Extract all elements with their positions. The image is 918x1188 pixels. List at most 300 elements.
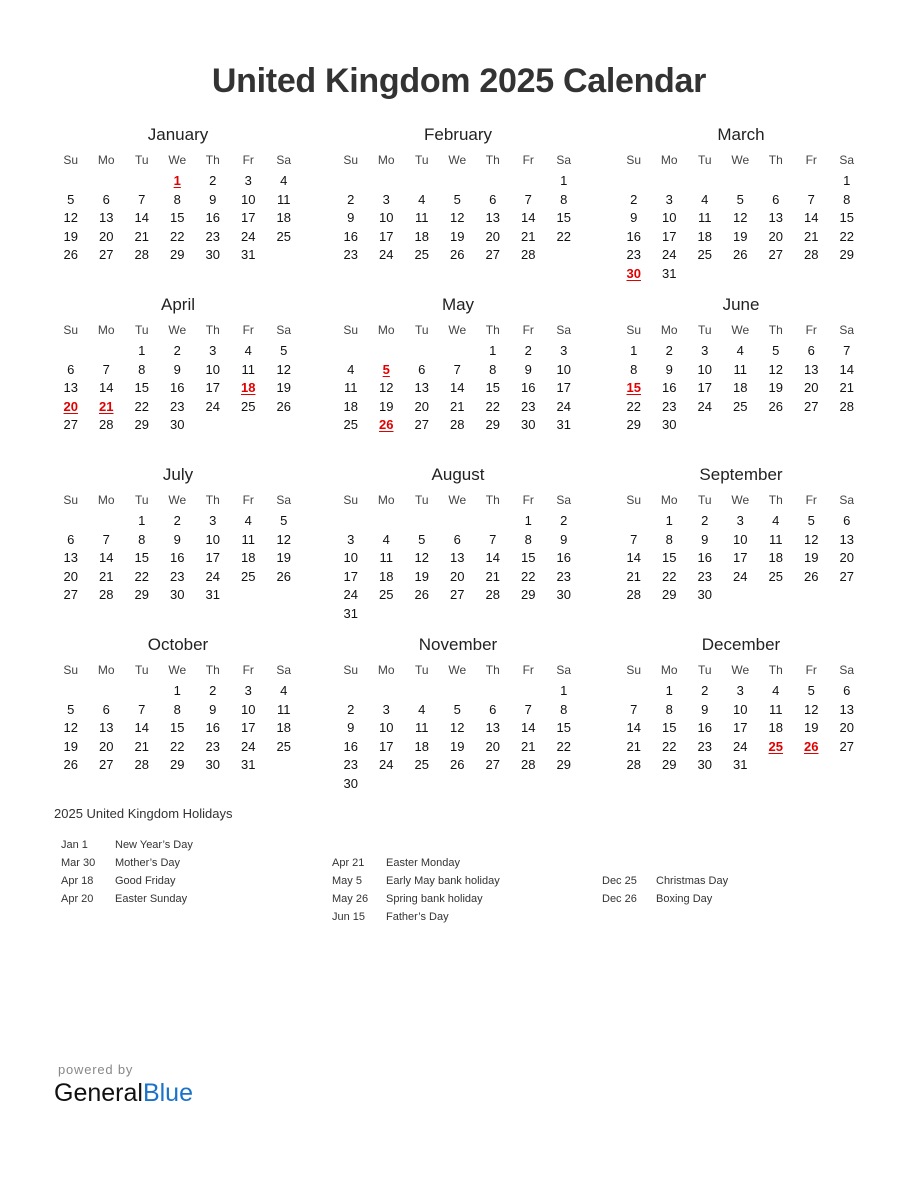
weekday-header: Su bbox=[626, 663, 642, 677]
day-cell: 29 bbox=[485, 417, 500, 432]
day-cell: 10 bbox=[343, 550, 358, 565]
brand-blue: Blue bbox=[142, 1079, 193, 1107]
weekday-header: Sa bbox=[276, 493, 292, 507]
weekday-header: We bbox=[168, 153, 187, 167]
day-cell: 7 bbox=[630, 531, 638, 547]
day-cell: 4 bbox=[382, 531, 390, 547]
day-cell: 28 bbox=[521, 757, 536, 772]
empty-cell bbox=[124, 682, 160, 701]
month-august bbox=[333, 464, 583, 623]
weekday-header: Th bbox=[485, 663, 500, 677]
weekday-header: Tu bbox=[414, 663, 429, 677]
day-cell: 12 bbox=[733, 210, 748, 225]
day-cell: 17 bbox=[205, 380, 220, 395]
empty-cell bbox=[440, 342, 476, 361]
day-cell: 30 bbox=[343, 775, 358, 791]
day-cell: 18 bbox=[276, 720, 291, 735]
month-name: March bbox=[717, 125, 765, 144]
day-cell: 2 bbox=[701, 513, 709, 528]
day-cell: 26 bbox=[63, 757, 78, 772]
day-cell: 13 bbox=[485, 720, 500, 735]
day-cell: 13 bbox=[63, 550, 78, 565]
day-cell: 20 bbox=[804, 380, 819, 395]
day-cell: 25 bbox=[379, 587, 394, 602]
weekday-header: Fr bbox=[522, 663, 534, 677]
day-cell: 2 bbox=[524, 343, 532, 358]
day-cell: 18 bbox=[343, 398, 358, 414]
weekday-header: Su bbox=[343, 323, 359, 337]
day-cell: 17 bbox=[241, 210, 256, 225]
day-cell: 2 bbox=[347, 701, 355, 717]
day-cell: 9 bbox=[209, 191, 217, 207]
day-cell: 29 bbox=[170, 247, 185, 262]
weekday-header: Mo bbox=[660, 153, 678, 167]
day-cell: 6 bbox=[843, 513, 851, 528]
day-cell: 27 bbox=[450, 587, 465, 602]
holiday-date: Apr 18 bbox=[61, 875, 94, 887]
month-name: February bbox=[423, 125, 493, 144]
day-cell: 3 bbox=[736, 683, 744, 698]
day-cell: 11 bbox=[241, 361, 255, 377]
month-march bbox=[616, 124, 866, 283]
day-cell: 9 bbox=[347, 720, 355, 735]
day-cell: 6 bbox=[67, 531, 75, 547]
day-cell: 21 bbox=[804, 228, 819, 244]
holiday-name: Easter Sunday bbox=[115, 893, 188, 905]
day-cell: 29 bbox=[839, 247, 854, 262]
day-cell: 30 bbox=[170, 417, 185, 432]
holiday-list-col-2 bbox=[332, 854, 500, 926]
weekday-header: We bbox=[731, 323, 750, 337]
weekday-header: Fr bbox=[242, 493, 254, 507]
day-cell: 28 bbox=[134, 757, 149, 772]
day-cell: 22 bbox=[485, 398, 500, 414]
day-cell: 9 bbox=[209, 701, 217, 717]
day-cell: 3 bbox=[209, 513, 217, 528]
day-cell: 1 bbox=[843, 173, 851, 188]
month-name: July bbox=[162, 465, 194, 484]
day-cell: 5 bbox=[67, 191, 75, 207]
day-cell: 6 bbox=[453, 531, 461, 547]
day-cell: 15 bbox=[170, 210, 185, 225]
empty-cell bbox=[53, 172, 89, 191]
day-cell: 12 bbox=[414, 550, 429, 565]
weekday-header: Mo bbox=[660, 493, 678, 507]
day-cell: 21 bbox=[839, 380, 854, 395]
holiday-list-col-3 bbox=[602, 872, 728, 908]
weekday-header: Th bbox=[205, 153, 220, 167]
day-cell: 23 bbox=[170, 398, 185, 414]
day-cell: 9 bbox=[630, 210, 638, 225]
holiday-item bbox=[61, 854, 193, 872]
day-cell: 17 bbox=[662, 228, 677, 244]
weekday-header: Su bbox=[63, 663, 79, 677]
day-cell: 9 bbox=[173, 361, 181, 377]
day-cell: 24 bbox=[241, 738, 256, 754]
weekday-header: Su bbox=[63, 493, 79, 507]
day-cell: 22 bbox=[662, 738, 677, 754]
day-cell: 4 bbox=[772, 513, 780, 528]
holiday-date: Jun 15 bbox=[332, 911, 366, 923]
weekday-header: We bbox=[168, 323, 187, 337]
weekday-header: Sa bbox=[556, 323, 572, 337]
empty-cell bbox=[369, 682, 405, 701]
day-cell: 16 bbox=[170, 550, 185, 565]
holiday-item bbox=[61, 836, 193, 854]
day-cell: 16 bbox=[662, 380, 677, 395]
day-cell: 29 bbox=[521, 587, 536, 602]
day-cell: 10 bbox=[205, 361, 220, 377]
day-cell: 1 bbox=[138, 343, 146, 358]
weekday-header: Tu bbox=[134, 153, 149, 167]
weekday-header: We bbox=[731, 493, 750, 507]
day-cell: 3 bbox=[347, 531, 355, 547]
month-name: November bbox=[418, 635, 498, 654]
day-cell: 23 bbox=[170, 568, 185, 584]
day-cell: 19 bbox=[63, 738, 78, 754]
day-cell: 16 bbox=[205, 720, 220, 735]
empty-cell bbox=[511, 172, 547, 191]
day-cell: 1 bbox=[665, 513, 673, 528]
day-cell: 23 bbox=[343, 247, 358, 262]
holiday-day-cell: 21 bbox=[99, 398, 114, 414]
day-cell: 22 bbox=[556, 228, 571, 244]
empty-cell bbox=[404, 682, 440, 701]
day-cell: 8 bbox=[630, 361, 638, 377]
day-cell: 24 bbox=[205, 398, 220, 414]
day-cell: 17 bbox=[733, 550, 748, 565]
day-cell: 3 bbox=[736, 513, 744, 528]
empty-cell bbox=[404, 342, 440, 361]
weekday-header: Fr bbox=[522, 153, 534, 167]
day-cell: 14 bbox=[99, 550, 114, 565]
holiday-name: Boxing Day bbox=[656, 893, 713, 905]
day-cell: 8 bbox=[173, 701, 181, 717]
day-cell: 1 bbox=[560, 173, 568, 188]
day-cell: 12 bbox=[804, 531, 819, 547]
day-cell: 30 bbox=[662, 417, 677, 432]
day-cell: 28 bbox=[99, 417, 114, 432]
day-cell: 6 bbox=[67, 361, 75, 377]
month-october bbox=[53, 634, 303, 775]
day-cell: 23 bbox=[205, 738, 220, 754]
day-cell: 15 bbox=[662, 550, 677, 565]
day-cell: 20 bbox=[485, 228, 500, 244]
day-cell: 28 bbox=[99, 587, 114, 602]
day-cell: 12 bbox=[804, 701, 819, 717]
day-cell: 18 bbox=[276, 210, 291, 225]
day-cell: 7 bbox=[138, 191, 146, 207]
month-may bbox=[333, 294, 583, 435]
day-cell: 15 bbox=[839, 210, 854, 225]
day-cell: 2 bbox=[209, 173, 217, 188]
day-cell: 31 bbox=[205, 587, 220, 602]
day-cell: 16 bbox=[343, 738, 358, 754]
day-cell: 2 bbox=[173, 343, 181, 358]
day-cell: 20 bbox=[839, 550, 854, 565]
day-cell: 17 bbox=[697, 380, 712, 395]
empty-cell bbox=[440, 682, 476, 701]
day-cell: 26 bbox=[276, 568, 291, 584]
weekday-header: Th bbox=[205, 663, 220, 677]
day-cell: 18 bbox=[697, 228, 712, 244]
day-cell: 13 bbox=[450, 550, 465, 565]
day-cell: 6 bbox=[489, 191, 497, 207]
day-cell: 31 bbox=[556, 417, 571, 432]
day-cell: 25 bbox=[768, 568, 783, 584]
day-cell: 28 bbox=[485, 587, 500, 602]
day-cell: 12 bbox=[63, 720, 78, 735]
day-cell: 9 bbox=[524, 361, 532, 377]
day-cell: 27 bbox=[99, 247, 114, 262]
weekday-header: Tu bbox=[134, 663, 149, 677]
holiday-date: Dec 25 bbox=[602, 875, 637, 887]
holiday-item bbox=[332, 854, 500, 872]
holiday-day-cell: 25 bbox=[768, 738, 783, 754]
day-cell: 20 bbox=[768, 228, 783, 244]
day-cell: 24 bbox=[733, 568, 748, 584]
empty-cell bbox=[687, 172, 723, 191]
day-cell: 7 bbox=[524, 191, 532, 207]
day-cell: 3 bbox=[382, 191, 390, 207]
weekday-header: Mo bbox=[377, 493, 395, 507]
empty-cell bbox=[475, 512, 511, 531]
day-cell: 15 bbox=[556, 720, 571, 735]
day-cell: 1 bbox=[524, 513, 532, 528]
weekday-header: Fr bbox=[805, 663, 817, 677]
day-cell: 1 bbox=[630, 343, 638, 358]
day-cell: 6 bbox=[489, 701, 497, 717]
holiday-name: Spring bank holiday bbox=[386, 893, 483, 905]
holiday-item bbox=[602, 872, 728, 890]
empty-cell bbox=[369, 172, 405, 191]
day-cell: 8 bbox=[489, 361, 497, 377]
empty-cell bbox=[53, 682, 89, 701]
day-cell: 25 bbox=[276, 228, 291, 244]
day-cell: 6 bbox=[418, 361, 426, 377]
day-cell: 3 bbox=[382, 701, 390, 717]
day-cell: 11 bbox=[241, 531, 255, 547]
day-cell: 30 bbox=[205, 757, 220, 772]
day-cell: 9 bbox=[347, 210, 355, 225]
day-cell: 29 bbox=[662, 587, 677, 602]
empty-cell bbox=[333, 172, 369, 191]
month-september bbox=[616, 464, 866, 605]
day-cell: 25 bbox=[414, 757, 429, 772]
holiday-name: Mother’s Day bbox=[115, 857, 181, 869]
day-cell: 26 bbox=[450, 247, 465, 262]
day-cell: 22 bbox=[170, 228, 185, 244]
weekday-header: Th bbox=[768, 663, 783, 677]
day-cell: 4 bbox=[244, 343, 252, 358]
weekday-header: Mo bbox=[97, 323, 115, 337]
day-cell: 7 bbox=[630, 701, 638, 717]
day-cell: 19 bbox=[450, 738, 465, 754]
holiday-name: Easter Monday bbox=[386, 857, 460, 869]
holiday-date: Dec 26 bbox=[602, 893, 637, 905]
day-cell: 22 bbox=[521, 568, 536, 584]
day-cell: 10 bbox=[241, 191, 256, 207]
day-cell: 17 bbox=[379, 228, 394, 244]
day-cell: 25 bbox=[414, 247, 429, 262]
day-cell: 13 bbox=[839, 701, 854, 717]
weekday-header: Mo bbox=[377, 663, 395, 677]
weekday-header: Sa bbox=[556, 493, 572, 507]
day-cell: 23 bbox=[521, 398, 536, 414]
weekday-header: Su bbox=[63, 153, 79, 167]
weekday-header: Mo bbox=[660, 323, 678, 337]
day-cell: 14 bbox=[450, 380, 465, 395]
day-cell: 30 bbox=[556, 587, 571, 602]
month-december bbox=[616, 634, 866, 775]
day-cell: 4 bbox=[280, 173, 288, 188]
day-cell: 22 bbox=[170, 738, 185, 754]
day-cell: 20 bbox=[99, 228, 114, 244]
day-cell: 20 bbox=[99, 738, 114, 754]
day-cell: 14 bbox=[521, 210, 536, 225]
holidays-heading: 2025 United Kingdom Holidays bbox=[54, 806, 233, 821]
day-cell: 28 bbox=[521, 247, 536, 262]
day-cell: 4 bbox=[280, 683, 288, 698]
day-cell: 28 bbox=[450, 417, 465, 432]
day-cell: 8 bbox=[665, 531, 673, 547]
day-cell: 28 bbox=[134, 247, 149, 262]
holiday-date: May 26 bbox=[332, 893, 369, 905]
day-cell: 10 bbox=[379, 720, 394, 735]
weekday-header: Fr bbox=[522, 493, 534, 507]
weekday-header: Th bbox=[205, 323, 220, 337]
weekday-header: Mo bbox=[97, 153, 115, 167]
holiday-name: Father’s Day bbox=[386, 911, 449, 923]
day-cell: 1 bbox=[138, 513, 146, 528]
day-cell: 14 bbox=[99, 380, 114, 395]
day-cell: 13 bbox=[414, 380, 429, 395]
day-cell: 17 bbox=[556, 380, 571, 395]
day-cell: 1 bbox=[560, 683, 568, 698]
day-cell: 15 bbox=[662, 720, 677, 735]
day-cell: 13 bbox=[839, 531, 854, 547]
day-cell: 27 bbox=[63, 417, 78, 432]
day-cell: 5 bbox=[807, 513, 815, 528]
holiday-day-cell: 1 bbox=[173, 173, 181, 188]
empty-cell bbox=[333, 342, 369, 361]
day-cell: 24 bbox=[343, 587, 358, 602]
holiday-name: Early May bank holiday bbox=[386, 875, 500, 887]
weekday-header: Mo bbox=[97, 663, 115, 677]
day-cell: 9 bbox=[701, 701, 709, 717]
holiday-date: Mar 30 bbox=[61, 857, 96, 869]
day-cell: 28 bbox=[626, 587, 641, 602]
day-cell: 9 bbox=[665, 361, 673, 377]
day-cell: 1 bbox=[173, 683, 181, 698]
month-name: April bbox=[160, 295, 195, 314]
day-cell: 22 bbox=[134, 398, 149, 414]
empty-cell bbox=[404, 512, 440, 531]
day-cell: 25 bbox=[241, 398, 256, 414]
day-cell: 11 bbox=[415, 210, 429, 225]
day-cell: 20 bbox=[450, 568, 465, 584]
empty-cell bbox=[723, 172, 759, 191]
day-cell: 24 bbox=[733, 738, 748, 754]
day-cell: 20 bbox=[414, 398, 429, 414]
day-cell: 6 bbox=[102, 701, 110, 717]
day-cell: 10 bbox=[733, 531, 748, 547]
day-cell: 13 bbox=[804, 361, 819, 377]
weekday-header: Fr bbox=[522, 323, 534, 337]
holiday-day-cell: 26 bbox=[804, 738, 819, 754]
day-cell: 26 bbox=[733, 247, 748, 262]
day-cell: 10 bbox=[205, 531, 220, 547]
empty-cell bbox=[616, 512, 652, 531]
weekday-header: Th bbox=[768, 323, 783, 337]
empty-cell bbox=[369, 512, 405, 531]
holiday-date: May 5 bbox=[332, 875, 362, 887]
day-cell: 23 bbox=[205, 228, 220, 244]
day-cell: 4 bbox=[347, 361, 355, 377]
day-cell: 17 bbox=[379, 738, 394, 754]
day-cell: 5 bbox=[418, 531, 426, 547]
day-cell: 16 bbox=[343, 228, 358, 244]
day-cell: 9 bbox=[560, 531, 568, 547]
day-cell: 23 bbox=[343, 757, 358, 772]
powered-by-label: powered by bbox=[58, 1062, 134, 1077]
day-cell: 4 bbox=[772, 683, 780, 698]
day-cell: 29 bbox=[134, 417, 149, 432]
day-cell: 8 bbox=[524, 531, 532, 547]
empty-cell bbox=[652, 172, 688, 191]
day-cell: 25 bbox=[697, 247, 712, 262]
day-cell: 5 bbox=[772, 343, 780, 358]
day-cell: 12 bbox=[379, 380, 394, 395]
weekday-header: Su bbox=[626, 153, 642, 167]
day-cell: 16 bbox=[697, 550, 712, 565]
day-cell: 27 bbox=[414, 417, 429, 432]
day-cell: 25 bbox=[276, 738, 291, 754]
day-cell: 10 bbox=[697, 361, 712, 377]
day-cell: 22 bbox=[662, 568, 677, 584]
day-cell: 5 bbox=[453, 701, 461, 717]
weekday-header: Sa bbox=[276, 153, 292, 167]
day-cell: 5 bbox=[807, 683, 815, 698]
weekday-header: Su bbox=[343, 493, 359, 507]
day-cell: 31 bbox=[241, 247, 256, 262]
weekday-header: Tu bbox=[697, 493, 712, 507]
day-cell: 27 bbox=[839, 738, 854, 754]
weekday-header: Mo bbox=[377, 323, 395, 337]
day-cell: 2 bbox=[701, 683, 709, 698]
day-cell: 13 bbox=[63, 380, 78, 395]
day-cell: 16 bbox=[556, 550, 571, 565]
day-cell: 26 bbox=[276, 398, 291, 414]
day-cell: 12 bbox=[768, 361, 783, 377]
day-cell: 11 bbox=[277, 701, 291, 717]
holiday-item bbox=[61, 890, 193, 908]
day-cell: 23 bbox=[556, 568, 571, 584]
day-cell: 21 bbox=[626, 738, 641, 754]
day-cell: 12 bbox=[276, 361, 291, 377]
day-cell: 5 bbox=[67, 701, 75, 717]
day-cell: 17 bbox=[733, 720, 748, 735]
day-cell: 24 bbox=[662, 247, 677, 262]
day-cell: 30 bbox=[205, 247, 220, 262]
weekday-header: Tu bbox=[414, 323, 429, 337]
day-cell: 25 bbox=[343, 417, 358, 432]
weekday-header: Fr bbox=[805, 323, 817, 337]
day-cell: 22 bbox=[556, 738, 571, 754]
day-cell: 10 bbox=[662, 210, 677, 225]
day-cell: 15 bbox=[556, 210, 571, 225]
day-cell: 27 bbox=[485, 757, 500, 772]
